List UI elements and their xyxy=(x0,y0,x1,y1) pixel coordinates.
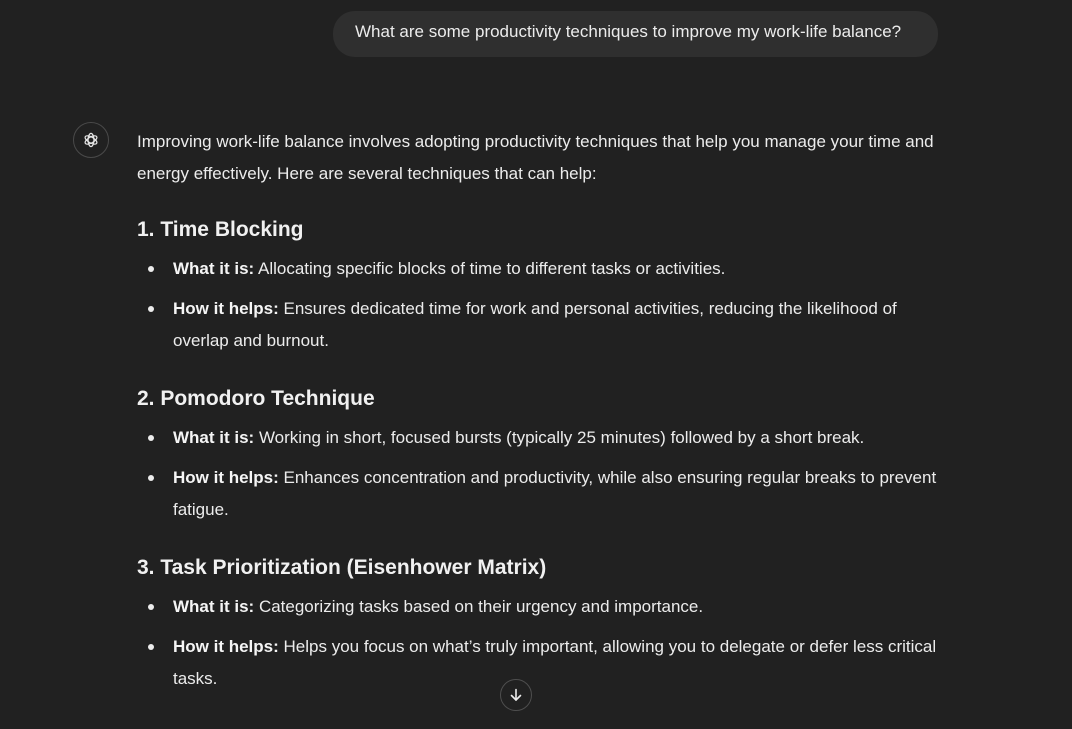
point-label: How it helps: xyxy=(173,637,279,656)
point-label: What it is: xyxy=(173,259,255,278)
user-message: What are some productivity techniques to improve my work-life balance? xyxy=(333,11,938,57)
arrow-down-icon xyxy=(508,687,524,703)
point-text: Helps you focus on what’s truly important, allowing you to delegate or defer less critical tasks. xyxy=(173,637,937,688)
assistant-avatar xyxy=(73,122,109,158)
section-points xyxy=(137,253,937,357)
assistant-intro: Improving work-life balance involves adopting productivity techniques that help you manage your time and energy effectively. Here are several techniques that can help: xyxy=(137,132,934,183)
scroll-to-bottom-button[interactable] xyxy=(500,679,532,711)
point-label: How it helps: xyxy=(173,468,279,487)
section-title: 2. Pomodoro Technique xyxy=(137,387,375,410)
point-text: Ensures dedicated time for work and personal activities, reducing the likelihood of overlap and burnout. xyxy=(173,299,897,350)
point-label: How it helps: xyxy=(173,299,279,318)
section-title: 1. Time Blocking xyxy=(137,218,304,241)
list-item xyxy=(137,253,937,285)
point-text: Allocating specific blocks of time to different tasks or activities. xyxy=(254,259,726,278)
point-text: Enhances concentration and productivity, while also ensuring regular breaks to prevent fatigue. xyxy=(173,468,937,519)
openai-logo-icon xyxy=(80,129,102,151)
list-item xyxy=(137,591,937,623)
point-label: What it is: xyxy=(173,428,255,447)
list-item xyxy=(137,422,937,454)
point-label: What it is: xyxy=(173,597,255,616)
section-title: 3. Task Prioritization (Eisenhower Matrix) xyxy=(137,556,547,579)
assistant-message xyxy=(137,126,937,703)
point-text: Working in short, focused bursts (typically 25 minutes) followed by a short break. xyxy=(254,428,865,447)
list-item xyxy=(137,462,937,526)
list-item xyxy=(137,293,937,357)
section-points xyxy=(137,422,937,526)
section-points xyxy=(137,591,937,695)
point-text: Categorizing tasks based on their urgency and importance. xyxy=(254,597,704,616)
list-item xyxy=(137,631,937,695)
